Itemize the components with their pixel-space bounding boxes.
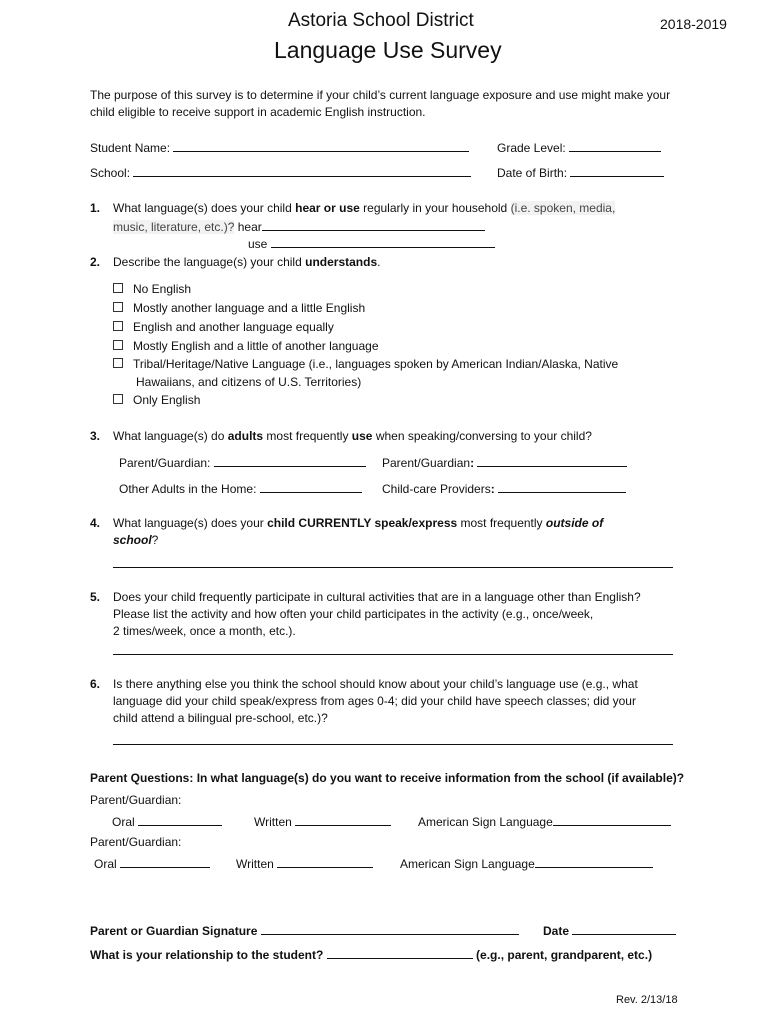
q1-text-bold: hear or use — [295, 201, 360, 215]
q6-line2: language did your child speak/express from ages 0-4; did your child have speech classes; did your — [113, 694, 636, 708]
date-line[interactable] — [572, 923, 676, 935]
q4-number: 4. — [90, 516, 101, 530]
q5-line1: Does your child frequently participate in cultural activities that are in a language other than English? — [113, 590, 641, 604]
relationship-line[interactable] — [327, 947, 473, 959]
school-label: School: — [90, 166, 131, 180]
guardian2-oral[interactable] — [94, 856, 210, 871]
q1-number: 1. — [90, 201, 101, 215]
guardian1-asl[interactable] — [418, 814, 671, 829]
q2-number: 2. — [90, 255, 101, 269]
written-label: Written — [236, 857, 274, 871]
written-line[interactable] — [295, 814, 391, 826]
q2-option-continued: Hawaiians, and citizens of U.S. Territories) — [136, 375, 362, 389]
student-name-line[interactable] — [173, 140, 469, 152]
q2-option-label: Tribal/Heritage/Native Language (i.e., languages spoken by American Indian/Alaska, Native — [133, 357, 619, 371]
intro-text — [90, 87, 690, 121]
q4-text — [113, 516, 603, 530]
q3-text-a: What language(s) do — [113, 429, 228, 443]
q6-number: 6. — [90, 677, 101, 691]
signature-line[interactable] — [261, 923, 519, 935]
q3-parent1-line[interactable] — [214, 455, 366, 467]
q4-text-b: most frequently — [457, 516, 546, 530]
q4-answer-line[interactable] — [113, 556, 673, 568]
q3-childcare-line[interactable] — [498, 481, 626, 493]
q3-childcare-label: Child-care Providers — [382, 482, 491, 496]
q2-option[interactable] — [113, 393, 200, 407]
intro-paragraph: The purpose of this survey is to determine if your child’s current language exposure and use might make your child eligible to receive support in academic English instruction. — [90, 88, 671, 119]
school-year: 2018-2019 — [660, 16, 727, 32]
guardian1-label: Parent/Guardian: — [90, 793, 182, 807]
relationship-field[interactable] — [90, 947, 652, 962]
signature-field[interactable] — [90, 923, 519, 938]
q1-line2 — [113, 219, 485, 234]
oral-line[interactable] — [120, 856, 210, 868]
guardian1-oral[interactable] — [112, 814, 222, 829]
q2-option-label: Mostly English and a little of another language — [133, 339, 379, 353]
q2-text-a: Describe the language(s) your child — [113, 255, 306, 269]
asl-label: American Sign Language — [400, 857, 535, 871]
q2-text — [113, 255, 380, 269]
q3-other-adults-field[interactable] — [119, 481, 362, 496]
q6-line3: child attend a bilingual pre-school, etc.)? — [113, 711, 328, 725]
grade-level-line[interactable] — [569, 140, 661, 152]
q5-line2: Please list the activity and how often your child participates in the activity (e.g., once/week, — [113, 607, 594, 621]
q2-option-label: English and another language equally — [133, 320, 334, 334]
q3-parent2-field[interactable]: Parent/Guardian: — [382, 455, 627, 470]
date-field[interactable] — [543, 923, 676, 938]
oral-line[interactable] — [138, 814, 222, 826]
q3-childcare-field[interactable]: Child-care Providers: — [382, 481, 626, 496]
q1-text-line2: music, literature, etc.)? — [113, 220, 235, 234]
q1-hear-line[interactable] — [262, 219, 485, 231]
q1-use-label: use — [248, 237, 268, 251]
guardian2-label: Parent/Guardian: — [90, 835, 182, 849]
grade-level-field[interactable] — [497, 140, 661, 155]
district-name: Astoria School District — [288, 10, 474, 31]
asl-line[interactable] — [553, 814, 671, 826]
page-title: Language Use Survey — [274, 37, 502, 63]
q2-option-label: Only English — [133, 393, 201, 407]
dob-line[interactable] — [570, 165, 664, 177]
q1-text — [113, 201, 615, 215]
guardian2-asl[interactable] — [400, 856, 653, 871]
q2-option[interactable] — [113, 357, 618, 371]
q4-text-bold-italic: outside of — [545, 516, 604, 530]
revision-date: Rev. 2/13/18 — [616, 994, 678, 1006]
q1-hear-label: hear — [237, 220, 262, 234]
q2-option[interactable] — [113, 320, 334, 334]
signature-label: Parent or Guardian Signature — [90, 924, 258, 938]
q1-text-a: What language(s) does your child — [113, 201, 296, 215]
q3-parent2-label: Parent/Guardian — [382, 456, 471, 470]
written-line[interactable] — [277, 856, 373, 868]
q3-text-b: most frequently — [263, 429, 352, 443]
asl-line[interactable] — [535, 856, 653, 868]
oral-label: Oral — [94, 857, 117, 871]
dob-field[interactable] — [497, 165, 664, 180]
q2-option-label: No English — [133, 282, 192, 296]
q1-use-row — [248, 236, 495, 251]
checkbox[interactable] — [113, 321, 123, 331]
q1-text-b: regularly in your household — [359, 201, 511, 215]
date-label: Date — [543, 924, 570, 938]
q6-line1: Is there anything else you think the school should know about your child’s language use (e.g., what — [113, 677, 638, 691]
q4-text-bold: child CURRENTLY speak/express — [267, 516, 458, 530]
q4-line2-end: ? — [151, 533, 159, 547]
q1-text-gray: (i.e. spoken, media, — [510, 201, 616, 215]
checkbox[interactable] — [113, 358, 123, 368]
q3-text-bold2: use — [351, 429, 373, 443]
school-line[interactable] — [133, 165, 471, 177]
q2-option[interactable] — [113, 301, 365, 315]
q2-option[interactable] — [113, 282, 191, 296]
q2-text-bold: understands — [305, 255, 378, 269]
q2-option[interactable] — [113, 339, 379, 353]
q3-text-c: when speaking/conversing to your child? — [372, 429, 592, 443]
checkbox[interactable] — [113, 394, 123, 404]
q5-answer-line[interactable] — [113, 643, 673, 655]
written-label: Written — [254, 815, 292, 829]
student-name-field[interactable] — [90, 140, 469, 155]
q2-text-b: . — [377, 255, 381, 269]
checkbox[interactable] — [113, 340, 123, 350]
student-name-label: Student Name: — [90, 141, 171, 155]
q3-text — [113, 429, 592, 443]
q4-line2-bi: school — [113, 533, 152, 547]
school-field[interactable] — [90, 165, 471, 180]
q3-parent2-line[interactable] — [477, 455, 627, 467]
guardian2-written[interactable] — [236, 856, 373, 871]
guardian1-written[interactable] — [254, 814, 391, 829]
asl-label: American Sign Language — [418, 815, 553, 829]
q4-text-a: What language(s) does your — [113, 516, 268, 530]
grade-level-label: Grade Level: — [497, 141, 566, 155]
relationship-hint: (e.g., parent, grandparent, etc.) — [476, 948, 653, 962]
parent-questions-heading: Parent Questions: In what language(s) do you want to receive information from the school (if available)? — [90, 771, 685, 785]
q5-line3: 2 times/week, once a month, etc.). — [113, 624, 296, 638]
q3-text-bold1: adults — [227, 429, 264, 443]
checkbox[interactable] — [113, 302, 123, 312]
q3-number: 3. — [90, 429, 101, 443]
q3-parent1-label: Parent/Guardian: — [119, 456, 211, 470]
dob-label: Date of Birth: — [497, 166, 568, 180]
oral-label: Oral — [112, 815, 135, 829]
checkbox[interactable] — [113, 283, 123, 293]
q6-answer-line[interactable] — [113, 733, 673, 745]
q3-other-adults-line[interactable] — [260, 481, 362, 493]
relationship-label: What is your relationship to the student? — [90, 948, 324, 962]
q4-line2 — [113, 533, 158, 547]
q3-other-adults-label: Other Adults in the Home: — [119, 482, 257, 496]
q3-parent1-field[interactable] — [119, 455, 366, 470]
q5-number: 5. — [90, 590, 101, 604]
q1-use-line[interactable] — [271, 236, 495, 248]
q2-option-label: Mostly another language and a little English — [133, 301, 366, 315]
